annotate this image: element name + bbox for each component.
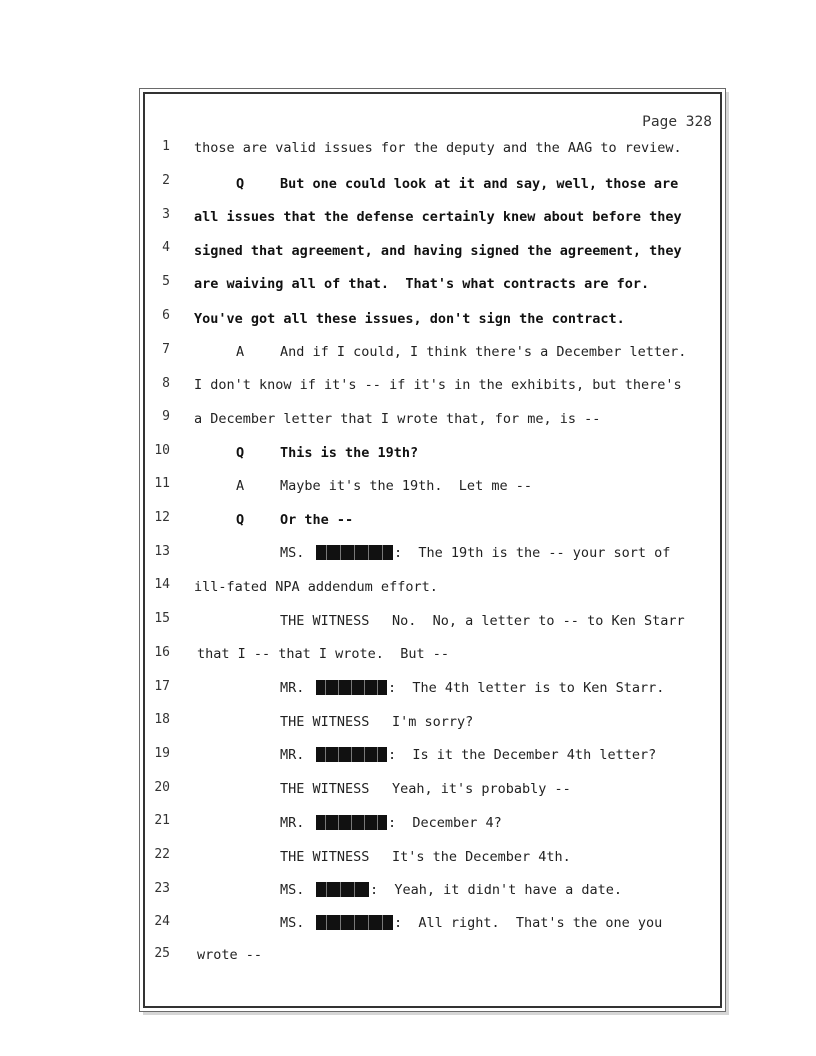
transcript-line: You've got all these issues, don't sign the contract.	[194, 311, 625, 327]
speaker-label: MR.	[280, 747, 305, 763]
line-number: 25	[154, 946, 170, 961]
transcript-line: wrote --	[197, 947, 263, 963]
line-number: 19	[154, 746, 170, 761]
redaction-bar	[316, 545, 393, 560]
transcript-line: I'm sorry?	[392, 714, 474, 730]
transcript-line: This is the 19th?	[280, 445, 419, 461]
line-number: 21	[154, 813, 170, 828]
transcript-line: : Yeah, it didn't have a date.	[370, 882, 622, 898]
transcript-line: all issues that the defense certainly knew about before they	[194, 209, 682, 225]
transcript-line: Maybe it's the 19th. Let me --	[280, 478, 532, 494]
line-number: 10	[154, 443, 170, 458]
transcript-line: : Is it the December 4th letter?	[388, 747, 657, 763]
redaction-bar	[316, 680, 387, 695]
line-number: 12	[154, 510, 170, 525]
speaker-label: A	[236, 478, 245, 494]
speaker-label: THE WITNESS	[280, 849, 370, 865]
transcript-line: a December letter that I wrote that, for me, is --	[194, 411, 601, 427]
transcript-line: No. No, a letter to -- to Ken Starr	[392, 613, 685, 629]
line-number: 11	[154, 476, 170, 491]
page-number: Page 328	[642, 114, 712, 130]
transcript-line: And if I could, I think there's a December letter.	[280, 344, 687, 360]
speaker-label: THE WITNESS	[280, 714, 370, 730]
redaction-bar	[316, 747, 387, 762]
line-number: 23	[154, 881, 170, 896]
transcript-line: : The 4th letter is to Ken Starr.	[388, 680, 665, 696]
transcript-line: are waiving all of that. That's what contracts are for.	[194, 276, 650, 292]
line-number: 24	[154, 914, 170, 929]
speaker-label: Q	[236, 445, 245, 461]
line-number: 17	[154, 679, 170, 694]
line-number: 6	[162, 308, 170, 323]
border-shadow-right	[726, 92, 729, 1014]
line-number: 9	[162, 409, 170, 424]
line-number: 1	[162, 139, 170, 154]
speaker-label: A	[236, 344, 245, 360]
speaker-label: Q	[236, 512, 245, 528]
speaker-label: MS.	[280, 545, 305, 561]
redaction-bar	[316, 815, 387, 830]
speaker-label: THE WITNESS	[280, 613, 370, 629]
redaction-bar	[316, 915, 393, 930]
transcript-line: those are valid issues for the deputy and the AAG to review.	[194, 140, 682, 156]
line-number: 22	[154, 847, 170, 862]
line-number: 4	[162, 240, 170, 255]
transcript-line: It's the December 4th.	[392, 849, 571, 865]
speaker-label: MS.	[280, 882, 305, 898]
transcript-line: But one could look at it and say, well, those are	[280, 176, 679, 192]
transcript-line: signed that agreement, and having signed the agreement, they	[194, 243, 682, 259]
speaker-label: THE WITNESS	[280, 781, 370, 797]
speaker-label: Q	[236, 176, 245, 192]
line-number: 15	[154, 611, 170, 626]
speaker-label: MS.	[280, 915, 305, 931]
transcript-line: that I -- that I wrote. But --	[197, 646, 449, 662]
line-number: 5	[162, 274, 170, 289]
redaction-bar	[316, 882, 369, 897]
transcript-line: : All right. That's the one you	[394, 915, 663, 931]
line-number: 18	[154, 712, 170, 727]
line-number: 3	[162, 207, 170, 222]
line-number: 8	[162, 376, 170, 391]
line-number: 2	[162, 173, 170, 188]
line-number: 16	[154, 645, 170, 660]
line-number: 20	[154, 780, 170, 795]
transcript-line: : December 4?	[388, 815, 502, 831]
border-shadow-bottom	[143, 1012, 729, 1015]
transcript-line: I don't know if it's -- if it's in the exhibits, but there's	[194, 377, 682, 393]
speaker-label: MR.	[280, 815, 305, 831]
speaker-label: MR.	[280, 680, 305, 696]
line-number: 13	[154, 544, 170, 559]
transcript-line: Yeah, it's probably --	[392, 781, 571, 797]
line-number: 14	[154, 577, 170, 592]
transcript-line: Or the --	[280, 512, 354, 528]
line-number: 7	[162, 342, 170, 357]
transcript-line: : The 19th is the -- your sort of	[394, 545, 671, 561]
transcript-line: ill-fated NPA addendum effort.	[194, 579, 438, 595]
